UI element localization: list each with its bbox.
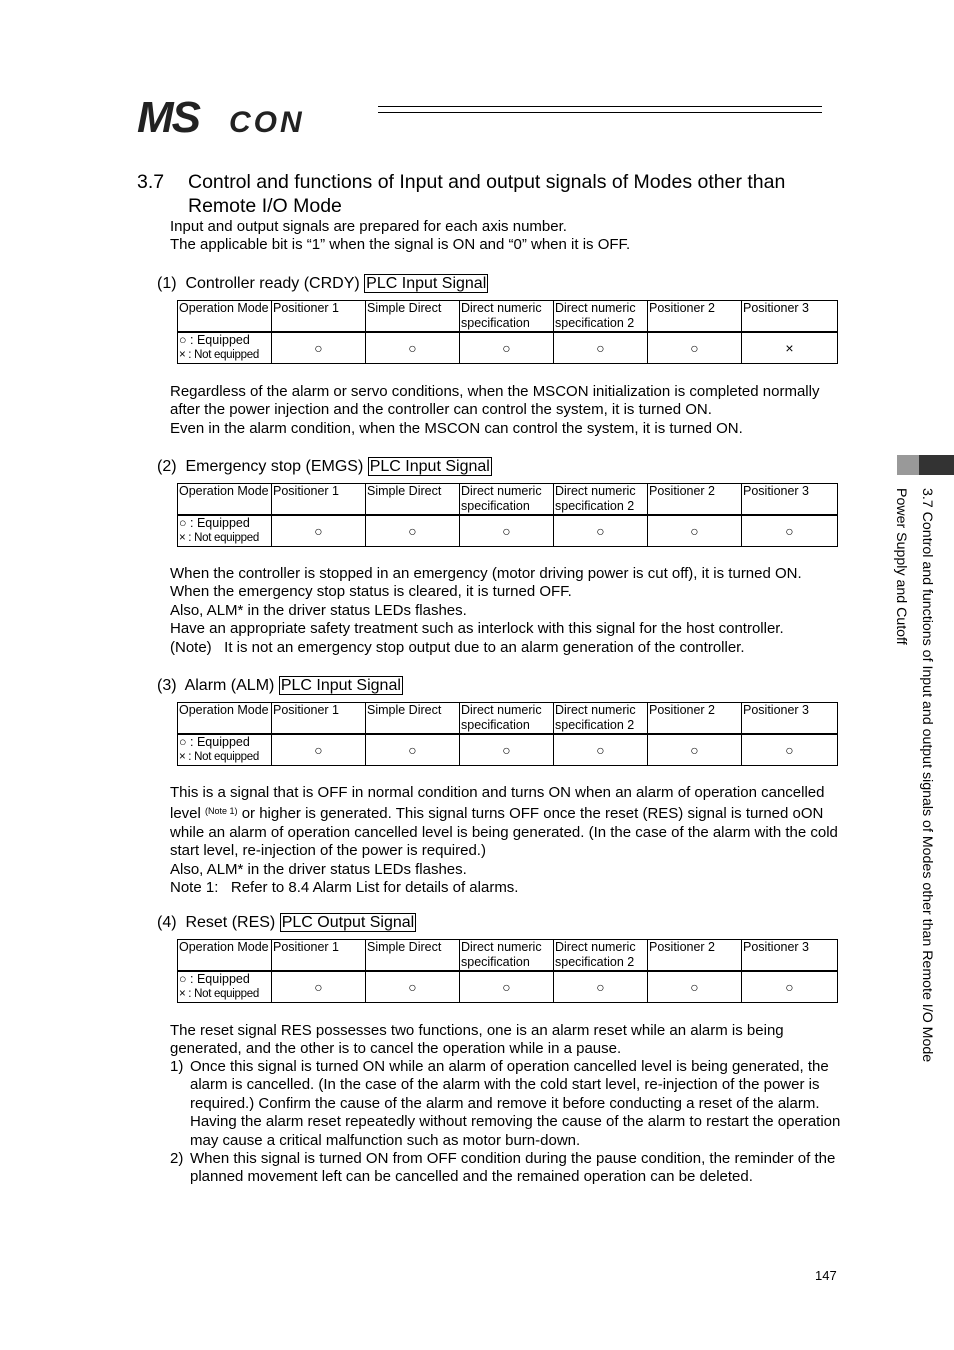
- header-cell: Positioner 1: [272, 484, 366, 516]
- header-cell: Simple Direct: [366, 301, 460, 333]
- legend-not-equipped: × : Not equipped: [179, 532, 259, 544]
- mscon-logo: [137, 96, 369, 136]
- description-note: Note 1: Refer to 8.4 Alarm List for details of alarms.: [170, 879, 519, 897]
- value-cell: ×: [742, 332, 838, 364]
- value-cell: ○: [272, 515, 366, 547]
- signal-heading-crdy: [157, 274, 488, 294]
- signal-type-box: PLC Output Signal: [281, 914, 415, 931]
- header-cell: Direct numeric specification 2: [554, 703, 648, 735]
- header-cell: Positioner 2: [648, 940, 742, 972]
- signal-number: (4): [157, 914, 177, 931]
- value-cell: ○: [460, 332, 554, 364]
- signal-name: Emergency stop (EMGS): [185, 458, 364, 475]
- side-running-title: [888, 488, 944, 1148]
- header-cell: Positioner 2: [648, 301, 742, 333]
- signal-heading-res: [157, 913, 416, 933]
- value-cell: ○: [742, 971, 838, 1003]
- value-cell: ○: [648, 734, 742, 766]
- side-title-line: 3.7 Control and functions of Input and output signals of Modes other than Remote I/O Mode: [919, 488, 935, 1063]
- value-cell: ○: [366, 971, 460, 1003]
- value-cell: ○: [366, 332, 460, 364]
- signal-type-box: PLC Input Signal: [366, 275, 487, 292]
- header-cell: Positioner 3: [742, 940, 838, 972]
- res-function-list: [170, 1058, 845, 1187]
- value-cell: ○: [272, 971, 366, 1003]
- header-cell: Direct numeric specification: [460, 703, 554, 735]
- legend-cell: [178, 515, 272, 547]
- page-number: 147: [815, 1268, 837, 1283]
- value-cell: ○: [742, 734, 838, 766]
- description-paragraph: The reset signal RES possesses two functions, one is an alarm reset while an alarm is being generated, and the other is to cancel the operation while in a pause.: [170, 1022, 784, 1058]
- legend-equipped: ○ : Equipped: [179, 735, 250, 749]
- header-cell: Positioner 1: [272, 703, 366, 735]
- header-cell: Direct numeric specification: [460, 940, 554, 972]
- description-line: When the emergency stop status is cleared, it is turned OFF.: [170, 583, 572, 601]
- svg-text:CON: CON: [229, 106, 305, 136]
- header-cell: Operation Mode: [178, 301, 272, 333]
- list-number: 1): [170, 1058, 184, 1075]
- signal-type-box: PLC Input Signal: [369, 458, 490, 475]
- list-item: [170, 1058, 845, 1150]
- signal-number: (3): [157, 677, 177, 694]
- value-cell: ○: [460, 971, 554, 1003]
- header-cell: Direct numeric specification: [460, 484, 554, 516]
- description-text: This is a signal that is OFF in normal condition and turns ON when an alarm of operation cancelled level: [170, 784, 825, 823]
- header-cell: Positioner 1: [272, 940, 366, 972]
- description-text: or higher is generated. This signal turns OFF once the reset (RES) signal is turned oON while an alarm of operation cancelled level is being generated. (In the case of the alarm with the cold start level, re-injection of the power is required.): [170, 805, 838, 860]
- description-line: Have an appropriate safety treatment such as interlock with this signal for the host controller.: [170, 620, 784, 638]
- header-cell: Positioner 1: [272, 301, 366, 333]
- res-description: [170, 1022, 845, 1059]
- note-reference: (Note 1): [205, 806, 238, 817]
- description-line: When the controller is stopped in an emergency (motor driving power is cut off), it is turned ON.: [170, 565, 802, 582]
- svg-text:MS: MS: [137, 96, 199, 136]
- value-cell: ○: [272, 734, 366, 766]
- side-tab-marker-light: [897, 455, 919, 475]
- legend-not-equipped: × : Not equipped: [179, 988, 259, 1000]
- value-cell: ○: [272, 332, 366, 364]
- signal-table-crdy: [177, 300, 838, 364]
- header-rule-top: [378, 106, 822, 107]
- signal-table-res: [177, 939, 838, 1003]
- signal-table-emgs: [177, 483, 838, 547]
- value-cell: ○: [648, 332, 742, 364]
- header-cell: Simple Direct: [366, 940, 460, 972]
- list-text: Once this signal is turned ON while an alarm of operation cancelled level is being generated, the alarm is cancelled. (In the case of the alarm with the cold start level, re-injection of the power is required.) Confirm the cause of the alarm and remove it before conducting a reset of the alarm. Having the alarm reset repeatedly without removing the cause of the alarm to restart the operation may cause a critical malfunction such as motor burn-down.: [190, 1058, 841, 1149]
- signal-type-box: PLC Input Signal: [280, 677, 401, 694]
- side-title-line: Power Supply and Cutoff: [893, 488, 909, 645]
- list-text: When this signal is turned ON from OFF condition during the pause condition, the reminder of the planned movement left can be cancelled and the remained operation can be deleted.: [190, 1150, 836, 1186]
- value-cell: ○: [460, 515, 554, 547]
- signal-name: Controller ready (CRDY): [185, 275, 360, 292]
- value-cell: ○: [460, 734, 554, 766]
- side-tab-marker-dark: [919, 455, 954, 475]
- section-number: 3.7: [137, 171, 165, 193]
- list-item: [170, 1150, 845, 1187]
- description-line: Even in the alarm condition, when the MSCON can control the system, it is turned ON.: [170, 419, 743, 437]
- header-cell: Operation Mode: [178, 484, 272, 516]
- value-cell: ○: [648, 515, 742, 547]
- legend-equipped: ○ : Equipped: [179, 333, 250, 347]
- header-cell: Direct numeric specification 2: [554, 940, 648, 972]
- value-cell: ○: [366, 734, 460, 766]
- section-intro: [170, 218, 845, 255]
- signal-number: (2): [157, 458, 177, 475]
- signal-heading-alm: [157, 676, 403, 696]
- crdy-description: [170, 383, 845, 438]
- header-cell: Direct numeric specification 2: [554, 484, 648, 516]
- description-line: Also, ALM* in the driver status LEDs flashes.: [170, 601, 467, 619]
- list-number: 2): [170, 1150, 184, 1168]
- header-cell: Simple Direct: [366, 703, 460, 735]
- value-cell: ○: [366, 515, 460, 547]
- value-cell: ○: [554, 971, 648, 1003]
- description-line: Regardless of the alarm or servo conditions, when the MSCON initialization is completed normally after the power injection and the controller can control the system, it is turned ON.: [170, 383, 820, 419]
- intro-line: The applicable bit is “1” when the signal is ON and “0” when it is OFF.: [170, 236, 631, 254]
- value-cell: ○: [742, 515, 838, 547]
- value-cell: ○: [648, 971, 742, 1003]
- header-cell: Direct numeric specification: [460, 301, 554, 333]
- header-cell: Positioner 3: [742, 301, 838, 333]
- value-cell: ○: [554, 734, 648, 766]
- header-cell: Positioner 2: [648, 703, 742, 735]
- value-cell: ○: [554, 332, 648, 364]
- description-line: Also, ALM* in the driver status LEDs flashes.: [170, 860, 467, 878]
- signal-name: Reset (RES): [185, 914, 276, 931]
- header-cell: Operation Mode: [178, 703, 272, 735]
- legend-cell: [178, 971, 272, 1003]
- header-cell: Simple Direct: [366, 484, 460, 516]
- signal-table-alm: [177, 702, 838, 766]
- header-cell: Operation Mode: [178, 940, 272, 972]
- signal-number: (1): [157, 275, 177, 292]
- description-note: (Note) It is not an emergency stop output due to an alarm generation of the controller.: [170, 638, 745, 656]
- signal-name: Alarm (ALM): [184, 677, 275, 694]
- alm-description: [170, 784, 845, 897]
- legend-cell: [178, 332, 272, 364]
- header-cell: Positioner 2: [648, 484, 742, 516]
- header-cell: Direct numeric specification 2: [554, 301, 648, 333]
- legend-not-equipped: × : Not equipped: [179, 751, 259, 763]
- signal-heading-emgs: [157, 457, 492, 477]
- section-title: Control and functions of Input and output signals of Modes other than Remote I/O Mode: [188, 171, 786, 217]
- header-rule-bottom: [378, 112, 822, 113]
- legend-equipped: ○ : Equipped: [179, 516, 250, 530]
- header-cell: Positioner 3: [742, 484, 838, 516]
- header-cell: Positioner 3: [742, 703, 838, 735]
- legend-equipped: ○ : Equipped: [179, 972, 250, 986]
- intro-line: Input and output signals are prepared for each axis number.: [170, 218, 567, 235]
- emgs-description: [170, 565, 845, 657]
- legend-not-equipped: × : Not equipped: [179, 349, 259, 361]
- value-cell: ○: [554, 515, 648, 547]
- description-paragraph: [170, 784, 845, 861]
- legend-cell: [178, 734, 272, 766]
